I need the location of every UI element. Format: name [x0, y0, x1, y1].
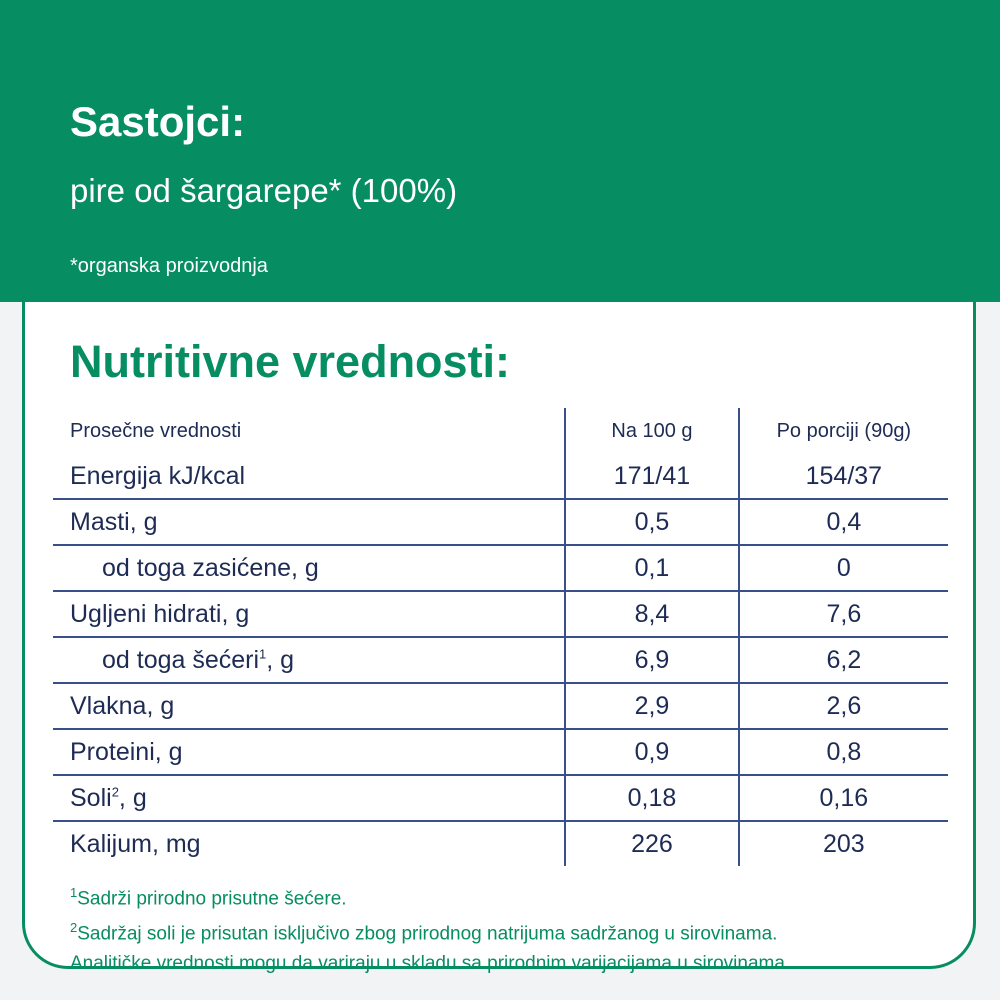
nutrient-label-text: od toga šećeri [102, 645, 260, 674]
value-per-100g: 0,9 [565, 729, 739, 775]
value-per-portion: 0,4 [739, 499, 948, 545]
value-per-100g: 171/41 [565, 454, 739, 499]
footnote-text: Sadržaj soli je prisutan isključivo zbog prirodnog natrijuma sadržanog u sirovinama. [77, 923, 778, 945]
nutrient-label [53, 775, 565, 821]
table-row [53, 454, 948, 499]
ingredients-title: Sastojci: [70, 98, 246, 145]
table-row [53, 545, 948, 591]
nutrient-label: Ugljeni hidrati, g [53, 591, 565, 637]
value-per-100g: 6,9 [565, 637, 739, 683]
nutrition-table [53, 408, 948, 866]
table-row [53, 591, 948, 637]
table-row [53, 729, 948, 775]
footnote-marker: 1 [259, 646, 267, 662]
value-per-portion: 154/37 [739, 454, 948, 499]
table-row [53, 821, 948, 866]
table-row [53, 499, 948, 545]
nutrient-label: Vlakna, g [53, 683, 565, 729]
nutrient-label: Kalijum, mg [53, 821, 565, 866]
value-per-100g: 0,5 [565, 499, 739, 545]
value-per-portion: 0,16 [739, 775, 948, 821]
value-per-100g: 2,9 [565, 683, 739, 729]
value-per-portion: 0 [739, 545, 948, 591]
nutrient-label [53, 637, 565, 683]
nutrient-label-unit: , g [266, 645, 295, 674]
value-per-portion: 2,6 [739, 683, 948, 729]
footnote-analytic [70, 949, 790, 978]
table-row [53, 775, 948, 821]
value-per-100g: 0,1 [565, 545, 739, 591]
nutrient-label: od toga zasićene, g [53, 545, 565, 591]
footnote-text: Sadrži prirodno prisutne šećere. [77, 888, 347, 910]
organic-note: *organska proizvodnja [70, 255, 268, 277]
ingredients-header [0, 0, 1000, 302]
value-per-100g: 226 [565, 821, 739, 866]
nutrient-label-text: Soli [70, 783, 112, 812]
column-header-per-100g: Na 100 g [565, 408, 739, 454]
footnotes [70, 878, 790, 978]
nutrient-label: Masti, g [53, 499, 565, 545]
nutrition-title: Nutritivne vrednosti: [70, 336, 511, 387]
nutrient-label: Proteini, g [53, 729, 565, 775]
ingredients-text: pire od šargarepe* (100%) [70, 172, 458, 209]
value-per-100g: 0,18 [565, 775, 739, 821]
column-header-label: Prosečne vrednosti [70, 419, 242, 442]
value-per-100g: 8,4 [565, 591, 739, 637]
table-row [53, 683, 948, 729]
footnote-marker: 2 [111, 784, 119, 800]
value-per-portion: 6,2 [739, 637, 948, 683]
value-per-portion: 203 [739, 821, 948, 866]
footnote-number: 1 [70, 885, 78, 900]
footnote-number: 2 [70, 920, 78, 936]
nutrient-label-unit: , g [118, 783, 147, 812]
table-row [53, 637, 948, 683]
value-per-portion: 7,6 [739, 591, 948, 637]
value-per-portion: 0,8 [739, 729, 948, 775]
column-header-per-portion: Po porciji (90g) [739, 408, 948, 454]
footnote-text: Analitičke vrednosti mogu da variraju u skladu sa prirodnim varijacijama u sirovinama. [70, 952, 791, 974]
table-header-row [53, 408, 948, 454]
nutrient-label: Energija kJ/kcal [70, 461, 246, 490]
footnote-2 [70, 913, 790, 948]
footnote-1 [70, 878, 790, 913]
